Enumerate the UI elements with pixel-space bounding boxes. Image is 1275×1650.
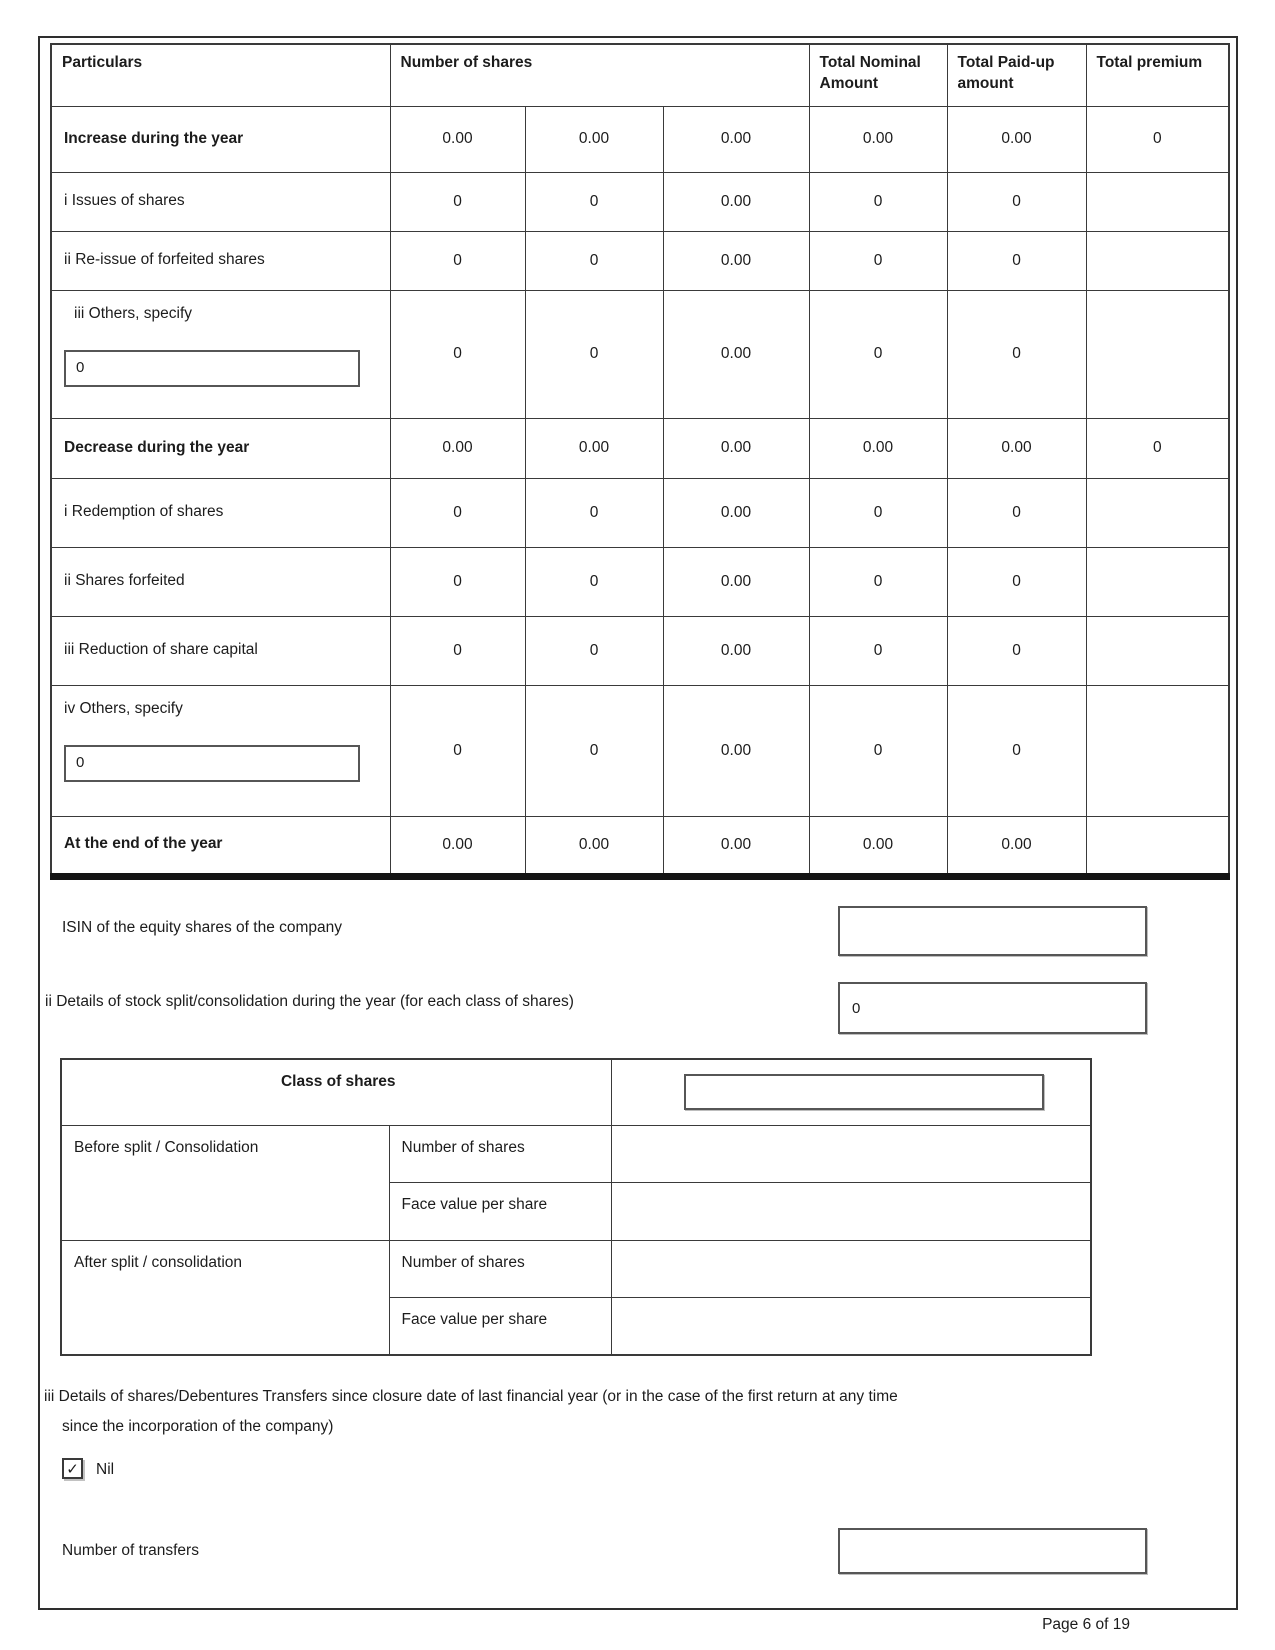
cell-value: 0 (809, 478, 947, 547)
before-face-value-value[interactable] (611, 1182, 1091, 1240)
col-header-total-nominal: Total Nominal Amount (809, 44, 947, 106)
class-of-shares-header: Class of shares (61, 1059, 611, 1125)
cell-value: 0.00 (947, 418, 1086, 478)
number-of-transfers-input[interactable] (838, 1528, 1147, 1574)
cell-value (1086, 816, 1229, 876)
cell-value: 0 (809, 616, 947, 685)
before-number-of-shares-label: Number of shares (389, 1125, 611, 1182)
after-split-label: After split / consolidation (61, 1240, 389, 1355)
row-label: i Redemption of shares (64, 503, 224, 521)
table-row (51, 547, 1229, 616)
share-capital-table (50, 43, 1230, 880)
cell-value: 0 (947, 547, 1086, 616)
row-label-cell (51, 418, 390, 478)
cell-value: 0.00 (525, 816, 663, 876)
table-row (51, 172, 1229, 231)
table-row (51, 685, 1229, 816)
after-face-value-value[interactable] (611, 1297, 1091, 1355)
row-label-cell (51, 290, 390, 418)
cell-value: 0.00 (663, 816, 809, 876)
cell-value: 0.00 (663, 478, 809, 547)
table-row (51, 418, 1229, 478)
checkmark-icon: ✓ (66, 1460, 79, 1478)
cell-value: 0 (525, 616, 663, 685)
cell-value (1086, 290, 1229, 418)
nil-checkbox[interactable] (62, 1458, 83, 1479)
cell-value: 0 (947, 231, 1086, 290)
number-of-transfers-label: Number of transfers (62, 1542, 199, 1559)
row-label: iv Others, specify (64, 699, 183, 717)
table-header-row (51, 44, 1229, 106)
cell-value (1086, 478, 1229, 547)
row-label: ii Shares forfeited (64, 572, 185, 590)
table-row (51, 106, 1229, 172)
cell-value: 0 (809, 547, 947, 616)
col-header-total-paid-up: Total Paid-up amount (947, 44, 1086, 106)
cell-value: 0 (947, 478, 1086, 547)
table-row (61, 1240, 1091, 1297)
cell-value (1086, 172, 1229, 231)
before-split-label: Before split / Consolidation (61, 1125, 389, 1240)
cell-value: 0.00 (390, 418, 525, 478)
cell-value: 0 (947, 290, 1086, 418)
col-header-number-of-shares: Number of shares (390, 44, 809, 106)
cell-value: 0 (1086, 418, 1229, 478)
before-number-of-shares-value[interactable] (611, 1125, 1091, 1182)
cell-value: 0 (947, 685, 1086, 816)
cell-value: 0.00 (663, 685, 809, 816)
cell-value: 0 (390, 547, 525, 616)
cell-value: 0 (525, 231, 663, 290)
cell-value: 0.00 (809, 816, 947, 876)
cell-value (1086, 547, 1229, 616)
cell-value: 0 (525, 478, 663, 547)
row-label: ii Re-issue of forfeited shares (64, 251, 265, 269)
row-label-cell (51, 478, 390, 547)
cell-value: 0.00 (663, 231, 809, 290)
row-label: iii Others, specify (74, 304, 193, 322)
cell-value: 0 (809, 290, 947, 418)
row-label-cell (51, 816, 390, 876)
cell-value: 0.00 (947, 816, 1086, 876)
class-of-shares-input[interactable] (684, 1074, 1044, 1110)
table-row (61, 1059, 1091, 1125)
row-label: Decrease during the year (64, 438, 250, 456)
cell-value: 0.00 (525, 418, 663, 478)
cell-value: 0.00 (663, 290, 809, 418)
cell-value: 0 (809, 231, 947, 290)
table-row (51, 231, 1229, 290)
cell-value: 0.00 (525, 106, 663, 172)
cell-value: 0 (390, 616, 525, 685)
row-label: iii Reduction of share capital (64, 641, 258, 659)
others-specify-input[interactable]: 0 (64, 745, 360, 782)
cell-value (1086, 685, 1229, 816)
cell-value: 0 (525, 547, 663, 616)
cell-value: 0 (809, 685, 947, 816)
after-number-of-shares-label: Number of shares (389, 1240, 611, 1297)
transfers-heading-line1: iii Details of shares/Debentures Transfers since closure date of last financial year (or in the case of the first return at any time (44, 1388, 898, 1405)
cell-value: 0 (525, 685, 663, 816)
after-face-value-label: Face value per share (389, 1297, 611, 1355)
after-number-of-shares-value[interactable] (611, 1240, 1091, 1297)
row-label-cell (51, 172, 390, 231)
cell-value: 0.00 (663, 418, 809, 478)
cell-value: 0 (525, 290, 663, 418)
cell-value: 0 (809, 172, 947, 231)
cell-value: 0.00 (663, 547, 809, 616)
page-number: Page 6 of 19 (1042, 1616, 1130, 1633)
share-capital-tbody (51, 106, 1229, 876)
class-of-shares-table (60, 1058, 1092, 1356)
cell-value (1086, 616, 1229, 685)
cell-value: 0.00 (663, 616, 809, 685)
transfers-heading-line2: since the incorporation of the company) (62, 1418, 334, 1435)
col-header-particulars: Particulars (51, 44, 390, 106)
cell-value: 0 (525, 172, 663, 231)
table-row (51, 816, 1229, 876)
stock-split-input[interactable]: 0 (838, 982, 1147, 1034)
cell-value: 0 (390, 478, 525, 547)
isin-label: ISIN of the equity shares of the company (62, 919, 343, 936)
col-header-total-premium: Total premium (1086, 44, 1229, 106)
before-face-value-label: Face value per share (389, 1182, 611, 1240)
cell-value: 0 (390, 172, 525, 231)
row-label-cell (51, 616, 390, 685)
cell-value: 0 (947, 172, 1086, 231)
row-label: Increase during the year (64, 129, 244, 147)
cell-value: 0.00 (947, 106, 1086, 172)
cell-value: 0 (390, 231, 525, 290)
cell-value: 0.00 (390, 106, 525, 172)
cell-value (1086, 231, 1229, 290)
cell-value: 0.00 (663, 106, 809, 172)
row-label-cell (51, 106, 390, 172)
table-row (51, 616, 1229, 685)
cell-value: 0.00 (663, 172, 809, 231)
table-row (51, 290, 1229, 418)
cell-value: 0 (947, 616, 1086, 685)
row-label-cell (51, 231, 390, 290)
cell-value: 0 (390, 685, 525, 816)
cell-value: 0.00 (809, 106, 947, 172)
row-label: i Issues of shares (64, 192, 185, 210)
stock-split-label: ii Details of stock split/consolidation during the year (for each class of shares) (45, 993, 574, 1010)
others-specify-input[interactable]: 0 (64, 350, 360, 387)
cell-value: 0 (390, 290, 525, 418)
row-label: At the end of the year (64, 835, 223, 853)
cell-value: 0 (1086, 106, 1229, 172)
cell-value: 0.00 (809, 418, 947, 478)
class-of-shares-cell (611, 1059, 1091, 1125)
cell-value: 0.00 (390, 816, 525, 876)
row-label-cell (51, 547, 390, 616)
table-row (51, 478, 1229, 547)
nil-label: Nil (96, 1461, 115, 1478)
isin-input[interactable] (838, 906, 1147, 956)
table-row (61, 1125, 1091, 1182)
row-label-cell (51, 685, 390, 816)
